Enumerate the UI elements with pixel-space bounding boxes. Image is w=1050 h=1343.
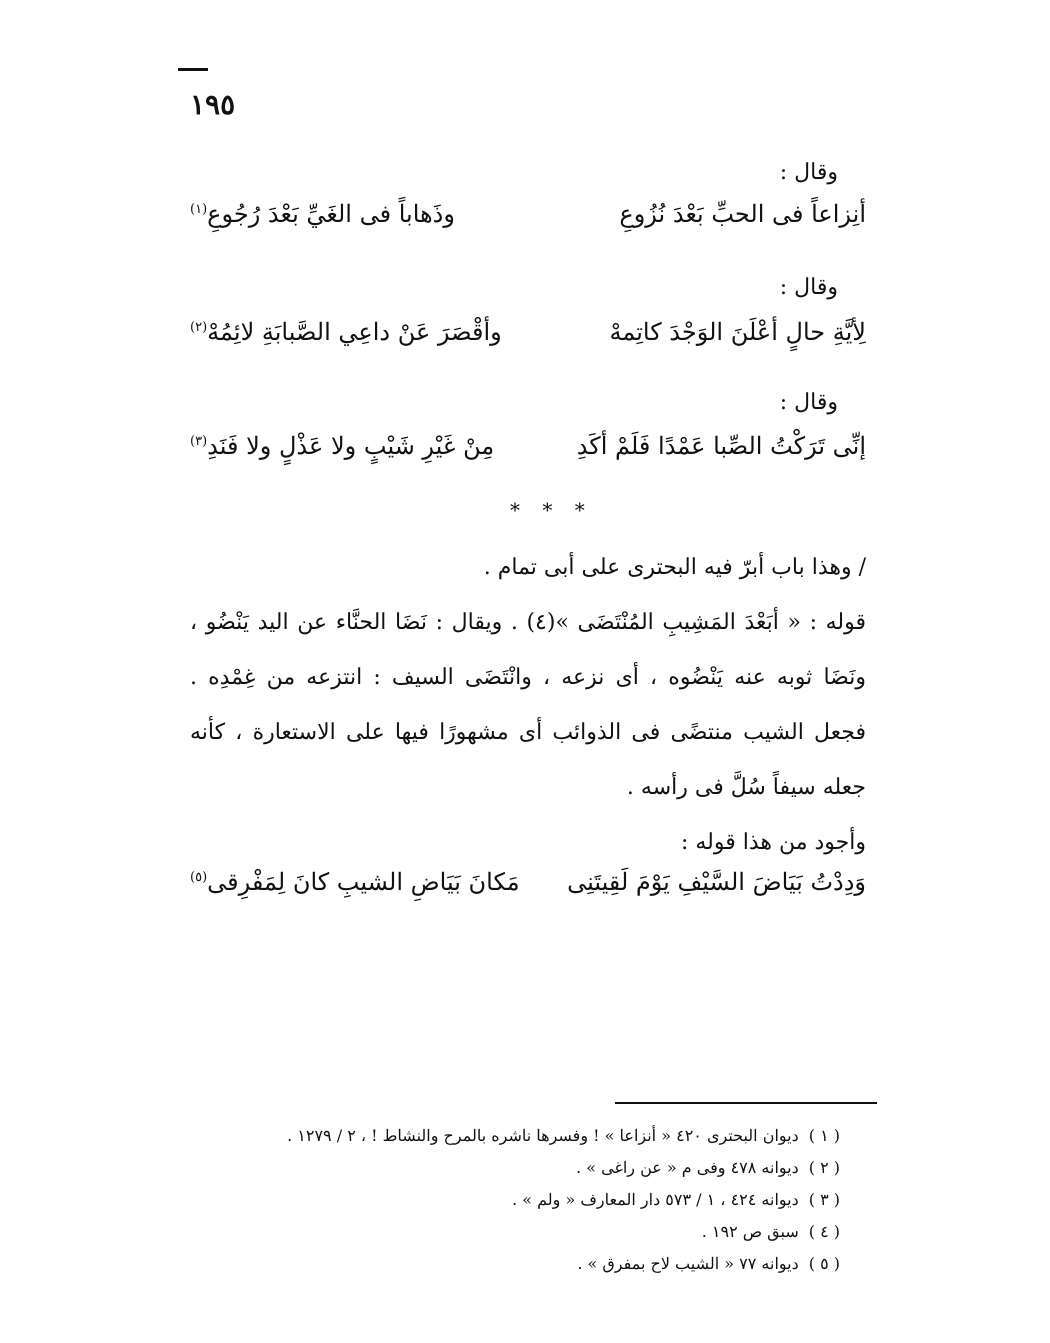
verse-first-hemistich: وَدِدْتُ بَيَاضَ السَّيْفِ يَوْمَ لَقِيتَنِى [567, 868, 866, 896]
verse-second-hemistich [190, 868, 520, 896]
verse-first-hemistich: لِأيَّةِ حالٍ أعْلَنَ الوَجْدَ كاتِمهْ [609, 318, 866, 346]
footnote-marker: (١) [190, 202, 208, 217]
footnote-marker: (٢) [190, 320, 208, 335]
verse [190, 868, 866, 912]
footnote-number: ( ٢ ) [808, 1158, 840, 1177]
footnote [190, 1216, 840, 1248]
footnote [190, 1152, 840, 1184]
footnote-text: ديوانه ٤٢٤ ، ١ / ٥٧٣ دار المعارف « ولم » . [512, 1190, 799, 1209]
section-separator: * * * [510, 498, 593, 522]
footnote-text: ديوانه ٧٧ « الشيب لاح بمفرق » . [577, 1254, 799, 1273]
footnote-text: ديوانه ٤٧٨ وفى م « عن راغى » . [576, 1158, 799, 1177]
verse [190, 200, 866, 244]
verse-second-text: مَكانَ بَيَاضِ الشيبِ كانَ لِمَفْرِقى [207, 868, 520, 896]
footnote-text: سبق ص ١٩٢ . [701, 1222, 799, 1241]
verse-second-text: وذَهاباً فى الغَيِّ بَعْدَ رُجُوعِ [207, 200, 455, 228]
page-number: ١٩٥ [190, 88, 236, 121]
verse-intro: وقال : [779, 275, 838, 300]
footnote [190, 1184, 840, 1216]
verse-second-text: وأقْصَرَ عَنْ داعِي الصَّبابَةِ لائِمُهْ [207, 318, 502, 346]
footnote [190, 1248, 840, 1280]
footnote-number: ( ٥ ) [808, 1254, 840, 1273]
footnote [190, 1120, 840, 1152]
verse-intro: وقال : [779, 390, 838, 415]
footnote-marker: (٣) [190, 434, 208, 449]
verse [190, 432, 866, 476]
footnote-marker: (٥) [190, 870, 208, 885]
paragraph: قوله : « أبَعْدَ المَشِيبِ المُنْتَضَى »(٤) . ويقال : نَضَا الحنَّاء عن اليد يَنْضُو ، ونَضَا ثوبه عنه يَنْضُوه ، أى نزعه ، وانْتَضَى السيف : انتزعه من غِمْدِه . فجعل الشيب منتضًى فى الذوائب أى مشهورًا فيها على الاستعارة ، كأنه جعله سيفاً سُلَّ فى رأسه . [190, 610, 866, 800]
footnote-number: ( ٣ ) [808, 1190, 840, 1209]
verse [190, 318, 866, 362]
footnote-number: ( ١ ) [808, 1126, 840, 1145]
verse-intro: وقال : [779, 160, 838, 185]
verse-second-hemistich [190, 200, 455, 228]
top-dash [178, 68, 208, 71]
paragraph: / وهذا باب أبرّ فيه البحترى على أبى تمام . [483, 555, 866, 580]
verse-second-hemistich [190, 432, 494, 460]
verse-first-hemistich: أنِزاعاً فى الحبِّ بَعْدَ نُزُوعِ [619, 200, 866, 228]
footnote-number: ( ٤ ) [808, 1222, 840, 1241]
verse-first-hemistich: إنِّى تَرَكْتُ الصِّبا عَمْدًا فَلَمْ أكَدِ [576, 432, 866, 460]
footnote-text: ديوان البحترى ٤٢٠ « أنزاعا » ! وفسرها ناشره بالمرح والنشاط ! ، ٢ / ١٢٧٩ . [287, 1126, 799, 1145]
paragraph: وأجود من هذا قوله : [680, 830, 866, 855]
footnotes [190, 1120, 840, 1280]
verse-second-hemistich [190, 318, 502, 346]
verse-second-text: مِنْ غَيْرِ شَيْبٍ ولا عَذْلٍ ولا فَنَدِ [207, 432, 495, 460]
footnote-rule [615, 1102, 877, 1104]
